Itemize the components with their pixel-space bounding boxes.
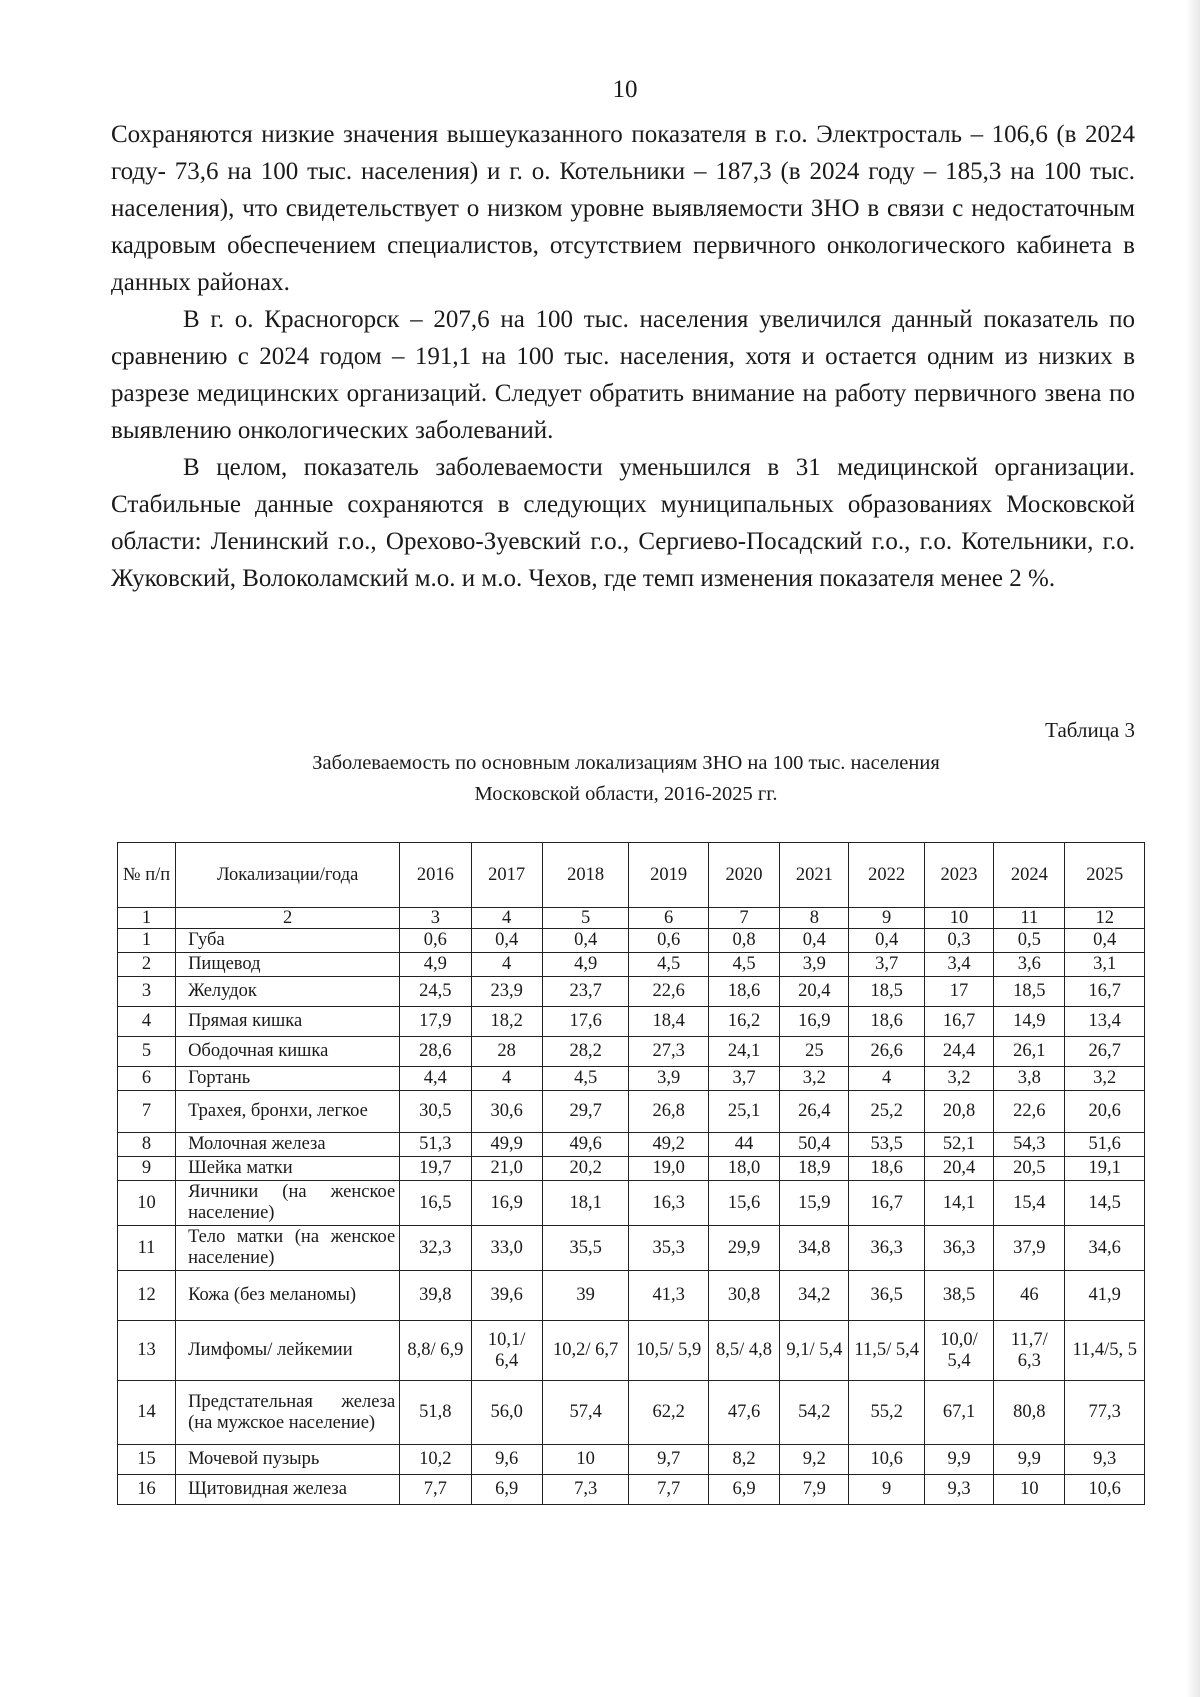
index-cell: 10 [924, 908, 993, 929]
value-cell: 41,9 [1065, 1271, 1145, 1321]
value-cell: 3,7 [849, 953, 924, 977]
value-cell: 53,5 [849, 1133, 924, 1157]
value-cell: 25 [780, 1037, 849, 1067]
table-row [118, 1445, 1145, 1475]
value-cell: 10,0/ 5,4 [924, 1321, 993, 1381]
value-cell: 39,6 [471, 1271, 542, 1321]
value-cell: 57,4 [542, 1381, 629, 1445]
value-cell: 51,3 [400, 1133, 471, 1157]
value-cell: 38,5 [924, 1271, 993, 1321]
localization-cell: Пищевод [176, 953, 400, 977]
value-cell: 9,6 [471, 1445, 542, 1475]
value-cell: 15,4 [994, 1181, 1065, 1226]
value-cell: 36,5 [849, 1271, 924, 1321]
row-number-cell: 12 [118, 1271, 176, 1321]
value-cell: 11,7/ 6,3 [994, 1321, 1065, 1381]
value-cell: 21,0 [471, 1157, 542, 1181]
row-number-cell: 4 [118, 1007, 176, 1037]
paragraph-overall: В целом, показатель заболеваемости уменьшился в 31 медицинской организации. Стабильные данные сохраняются в следующих муниципальных образованиях Московской области: Ленинский г.о., Орехово-Зуевский г.о., Сергиево-Посадский г.о., г.о. Котельники, г.о. Жуковский, Волоколамский м.о. и м.о. Чехов, где темп изменения показателя менее 2 %. [111, 454, 1135, 592]
value-cell: 49,9 [471, 1133, 542, 1157]
value-cell: 55,2 [849, 1381, 924, 1445]
value-cell: 9,9 [924, 1445, 993, 1475]
value-cell: 54,3 [994, 1133, 1065, 1157]
value-cell: 9,3 [1065, 1445, 1145, 1475]
value-cell: 3,1 [1065, 953, 1145, 977]
paragraph-krasnogorsk: В г. о. Красногорск – 207,6 на 100 тыс. населения увеличился данный показатель по сравнению с 2024 годом – 191,1 на 100 тыс. населения, хотя и остается одним из низких в разрезе медицинских организаций. Следует обратить внимание на работу первичного звена по выявлению онкологических заболеваний. [111, 306, 1135, 444]
value-cell: 27,3 [629, 1037, 708, 1067]
value-cell: 29,9 [708, 1226, 779, 1271]
value-cell: 25,1 [708, 1091, 779, 1133]
value-cell: 11,5/ 5,4 [849, 1321, 924, 1381]
localization-cell: Прямая кишка [176, 1007, 400, 1037]
value-cell: 14,5 [1065, 1181, 1145, 1226]
value-cell: 10 [994, 1475, 1065, 1505]
value-cell: 80,8 [994, 1381, 1065, 1445]
value-cell: 0,4 [542, 929, 629, 953]
header-year: 2021 [780, 843, 849, 908]
value-cell: 8,2 [708, 1445, 779, 1475]
value-cell: 10,6 [1065, 1475, 1145, 1505]
index-cell: 12 [1065, 908, 1145, 929]
table-caption-line-1: Заболеваемость по основным локализациям ЗНО на 100 тыс. населения [312, 752, 940, 774]
value-cell: 34,8 [780, 1226, 849, 1271]
index-cell: 9 [849, 908, 924, 929]
value-cell: 67,1 [924, 1381, 993, 1445]
value-cell: 0,4 [849, 929, 924, 953]
value-cell: 35,5 [542, 1226, 629, 1271]
value-cell: 18,1 [542, 1181, 629, 1226]
row-number-cell: 10 [118, 1181, 176, 1226]
value-cell: 18,5 [994, 977, 1065, 1007]
value-cell: 36,3 [924, 1226, 993, 1271]
localization-cell: Кожа (без меланомы) [176, 1271, 400, 1321]
value-cell: 16,2 [708, 1007, 779, 1037]
value-cell: 26,1 [994, 1037, 1065, 1067]
value-cell: 51,8 [400, 1381, 471, 1445]
table-row [118, 977, 1145, 1007]
value-cell: 0,4 [1065, 929, 1145, 953]
value-cell: 4,5 [629, 953, 708, 977]
row-number-cell: 5 [118, 1037, 176, 1067]
value-cell: 16,3 [629, 1181, 708, 1226]
table-caption [120, 748, 1132, 810]
value-cell: 39,8 [400, 1271, 471, 1321]
table-label: Таблица 3 [1045, 718, 1135, 742]
paragraph-low-values: Сохраняются низкие значения вышеуказанного показателя в г.о. Электросталь – 106,6 (в 2024 году- 73,6 на 100 тыс. населения) и г. о. Котельники – 187,3 (в 2024 году – 185,3 на 100 тыс. населения), что свидетельствует о низком уровне выявляемости ЗНО в связи с недостаточным кадровым обеспечением специалистов, отсутствием первичного онкологического кабинета в данных районах. [111, 121, 1135, 296]
value-cell: 6,9 [471, 1475, 542, 1505]
value-cell: 51,6 [1065, 1133, 1145, 1157]
value-cell: 11,4/5, 5 [1065, 1321, 1145, 1381]
value-cell: 26,4 [780, 1091, 849, 1133]
localization-cell: Предстательная железа (на мужское население) [176, 1381, 400, 1445]
value-cell: 54,2 [780, 1381, 849, 1445]
value-cell: 0,6 [629, 929, 708, 953]
value-cell: 16,5 [400, 1181, 471, 1226]
value-cell: 19,1 [1065, 1157, 1145, 1181]
row-number-cell: 3 [118, 977, 176, 1007]
scan-edge-shadow [1186, 0, 1200, 1697]
value-cell: 20,6 [1065, 1091, 1145, 1133]
value-cell: 4,5 [542, 1067, 629, 1091]
table-body [118, 908, 1145, 1505]
value-cell: 10,2 [400, 1445, 471, 1475]
localization-cell: Тело матки (на женское население) [176, 1226, 400, 1271]
table-row [118, 953, 1145, 977]
value-cell: 0,5 [994, 929, 1065, 953]
value-cell: 20,2 [542, 1157, 629, 1181]
table-row [118, 1067, 1145, 1091]
value-cell: 3,7 [708, 1067, 779, 1091]
value-cell: 3,9 [780, 953, 849, 977]
table-row [118, 1271, 1145, 1321]
value-cell: 30,6 [471, 1091, 542, 1133]
header-year: 2017 [471, 843, 542, 908]
value-cell: 49,6 [542, 1133, 629, 1157]
value-cell: 26,7 [1065, 1037, 1145, 1067]
value-cell: 17,6 [542, 1007, 629, 1037]
value-cell: 9,7 [629, 1445, 708, 1475]
value-cell: 10 [542, 1445, 629, 1475]
value-cell: 24,4 [924, 1037, 993, 1067]
value-cell: 49,2 [629, 1133, 708, 1157]
header-year: 2019 [629, 843, 708, 908]
row-number-cell: 14 [118, 1381, 176, 1445]
table-row [118, 1157, 1145, 1181]
index-cell: 8 [780, 908, 849, 929]
localization-cell: Шейка матки [176, 1157, 400, 1181]
value-cell: 9,1/ 5,4 [780, 1321, 849, 1381]
value-cell: 0,4 [471, 929, 542, 953]
localization-cell: Молочная железа [176, 1133, 400, 1157]
header-year: 2025 [1065, 843, 1145, 908]
value-cell: 4 [849, 1067, 924, 1091]
index-cell: 7 [708, 908, 779, 929]
header-localization: Локализации/года [176, 843, 400, 908]
index-cell: 5 [542, 908, 629, 929]
value-cell: 3,9 [629, 1067, 708, 1091]
value-cell: 28,6 [400, 1037, 471, 1067]
value-cell: 3,8 [994, 1067, 1065, 1091]
value-cell: 32,3 [400, 1226, 471, 1271]
value-cell: 26,8 [629, 1091, 708, 1133]
value-cell: 17,9 [400, 1007, 471, 1037]
value-cell: 10,1/ 6,4 [471, 1321, 542, 1381]
value-cell: 20,5 [994, 1157, 1065, 1181]
value-cell: 7,3 [542, 1475, 629, 1505]
value-cell: 15,9 [780, 1181, 849, 1226]
value-cell: 10,2/ 6,7 [542, 1321, 629, 1381]
table-row [118, 1475, 1145, 1505]
table-row [118, 1321, 1145, 1381]
value-cell: 10,6 [849, 1445, 924, 1475]
value-cell: 3,4 [924, 953, 993, 977]
row-number-cell: 8 [118, 1133, 176, 1157]
value-cell: 41,3 [629, 1271, 708, 1321]
value-cell: 24,5 [400, 977, 471, 1007]
value-cell: 36,3 [849, 1226, 924, 1271]
value-cell: 18,6 [849, 1157, 924, 1181]
value-cell: 77,3 [1065, 1381, 1145, 1445]
value-cell: 34,2 [780, 1271, 849, 1321]
row-number-cell: 13 [118, 1321, 176, 1381]
value-cell: 18,5 [849, 977, 924, 1007]
row-number-cell: 6 [118, 1067, 176, 1091]
header-year: 2016 [400, 843, 471, 908]
value-cell: 0,8 [708, 929, 779, 953]
value-cell: 24,1 [708, 1037, 779, 1067]
value-cell: 19,7 [400, 1157, 471, 1181]
value-cell: 18,9 [780, 1157, 849, 1181]
value-cell: 16,7 [924, 1007, 993, 1037]
value-cell: 50,4 [780, 1133, 849, 1157]
index-cell: 3 [400, 908, 471, 929]
value-cell: 18,0 [708, 1157, 779, 1181]
table-index-row [118, 908, 1145, 929]
value-cell: 23,9 [471, 977, 542, 1007]
value-cell: 39 [542, 1271, 629, 1321]
localization-cell: Лимфомы/ лейкемии [176, 1321, 400, 1381]
value-cell: 3,6 [994, 953, 1065, 977]
row-number-cell: 2 [118, 953, 176, 977]
value-cell: 8,5/ 4,8 [708, 1321, 779, 1381]
table-row [118, 1133, 1145, 1157]
table-header-row [118, 843, 1145, 908]
value-cell: 62,2 [629, 1381, 708, 1445]
value-cell: 28 [471, 1037, 542, 1067]
index-cell: 2 [176, 908, 400, 929]
header-number: № п/п [118, 843, 176, 908]
value-cell: 17 [924, 977, 993, 1007]
value-cell: 18,4 [629, 1007, 708, 1037]
value-cell: 47,6 [708, 1381, 779, 1445]
localization-cell: Губа [176, 929, 400, 953]
localization-cell: Яичники (на женское население) [176, 1181, 400, 1226]
value-cell: 19,0 [629, 1157, 708, 1181]
value-cell: 9,9 [994, 1445, 1065, 1475]
value-cell: 30,5 [400, 1091, 471, 1133]
header-year: 2018 [542, 843, 629, 908]
value-cell: 52,1 [924, 1133, 993, 1157]
value-cell: 3,2 [1065, 1067, 1145, 1091]
value-cell: 18,6 [849, 1007, 924, 1037]
value-cell: 33,0 [471, 1226, 542, 1271]
value-cell: 0,3 [924, 929, 993, 953]
localization-cell: Ободочная кишка [176, 1037, 400, 1067]
table-row [118, 1226, 1145, 1271]
value-cell: 28,2 [542, 1037, 629, 1067]
value-cell: 35,3 [629, 1226, 708, 1271]
localization-cell: Мочевой пузырь [176, 1445, 400, 1475]
value-cell: 3,2 [924, 1067, 993, 1091]
value-cell: 9,2 [780, 1445, 849, 1475]
value-cell: 3,2 [780, 1067, 849, 1091]
value-cell: 4 [471, 953, 542, 977]
value-cell: 20,4 [924, 1157, 993, 1181]
incidence-table [117, 842, 1145, 1505]
value-cell: 14,1 [924, 1181, 993, 1226]
value-cell: 10,5/ 5,9 [629, 1321, 708, 1381]
table-row [118, 1181, 1145, 1226]
value-cell: 56,0 [471, 1381, 542, 1445]
value-cell: 4,5 [708, 953, 779, 977]
table-row [118, 1037, 1145, 1067]
value-cell: 29,7 [542, 1091, 629, 1133]
index-cell: 1 [118, 908, 176, 929]
value-cell: 15,6 [708, 1181, 779, 1226]
table-row [118, 1091, 1145, 1133]
value-cell: 0,4 [780, 929, 849, 953]
value-cell: 18,6 [708, 977, 779, 1007]
header-year: 2023 [924, 843, 993, 908]
value-cell: 30,8 [708, 1271, 779, 1321]
value-cell: 20,8 [924, 1091, 993, 1133]
value-cell: 7,7 [629, 1475, 708, 1505]
value-cell: 23,7 [542, 977, 629, 1007]
table-row [118, 929, 1145, 953]
value-cell: 9 [849, 1475, 924, 1505]
value-cell: 26,6 [849, 1037, 924, 1067]
value-cell: 22,6 [994, 1091, 1065, 1133]
localization-cell: Щитовидная железа [176, 1475, 400, 1505]
header-year: 2024 [994, 843, 1065, 908]
value-cell: 7,7 [400, 1475, 471, 1505]
index-cell: 6 [629, 908, 708, 929]
value-cell: 46 [994, 1271, 1065, 1321]
value-cell: 16,9 [780, 1007, 849, 1037]
localization-cell: Гортань [176, 1067, 400, 1091]
header-year: 2020 [708, 843, 779, 908]
value-cell: 44 [708, 1133, 779, 1157]
value-cell: 7,9 [780, 1475, 849, 1505]
row-number-cell: 15 [118, 1445, 176, 1475]
row-number-cell: 11 [118, 1226, 176, 1271]
table-caption-line-2: Московской области, 2016-2025 гг. [474, 783, 778, 805]
value-cell: 4,4 [400, 1067, 471, 1091]
table-row [118, 1381, 1145, 1445]
value-cell: 25,2 [849, 1091, 924, 1133]
value-cell: 18,2 [471, 1007, 542, 1037]
row-number-cell: 9 [118, 1157, 176, 1181]
value-cell: 16,7 [1065, 977, 1145, 1007]
localization-cell: Желудок [176, 977, 400, 1007]
value-cell: 13,4 [1065, 1007, 1145, 1037]
value-cell: 8,8/ 6,9 [400, 1321, 471, 1381]
table-row [118, 1007, 1145, 1037]
index-cell: 11 [994, 908, 1065, 929]
value-cell: 4 [471, 1067, 542, 1091]
row-number-cell: 16 [118, 1475, 176, 1505]
value-cell: 20,4 [780, 977, 849, 1007]
value-cell: 4,9 [400, 953, 471, 977]
row-number-cell: 1 [118, 929, 176, 953]
header-year: 2022 [849, 843, 924, 908]
value-cell: 34,6 [1065, 1226, 1145, 1271]
value-cell: 6,9 [708, 1475, 779, 1505]
value-cell: 14,9 [994, 1007, 1065, 1037]
value-cell: 16,9 [471, 1181, 542, 1226]
value-cell: 4,9 [542, 953, 629, 977]
localization-cell: Трахея, бронхи, легкое [176, 1091, 400, 1133]
row-number-cell: 7 [118, 1091, 176, 1133]
value-cell: 16,7 [849, 1181, 924, 1226]
value-cell: 22,6 [629, 977, 708, 1007]
body-text [111, 116, 1135, 597]
index-cell: 4 [471, 908, 542, 929]
value-cell: 37,9 [994, 1226, 1065, 1271]
page-number: 10 [612, 76, 638, 103]
value-cell: 9,3 [924, 1475, 993, 1505]
value-cell: 0,6 [400, 929, 471, 953]
